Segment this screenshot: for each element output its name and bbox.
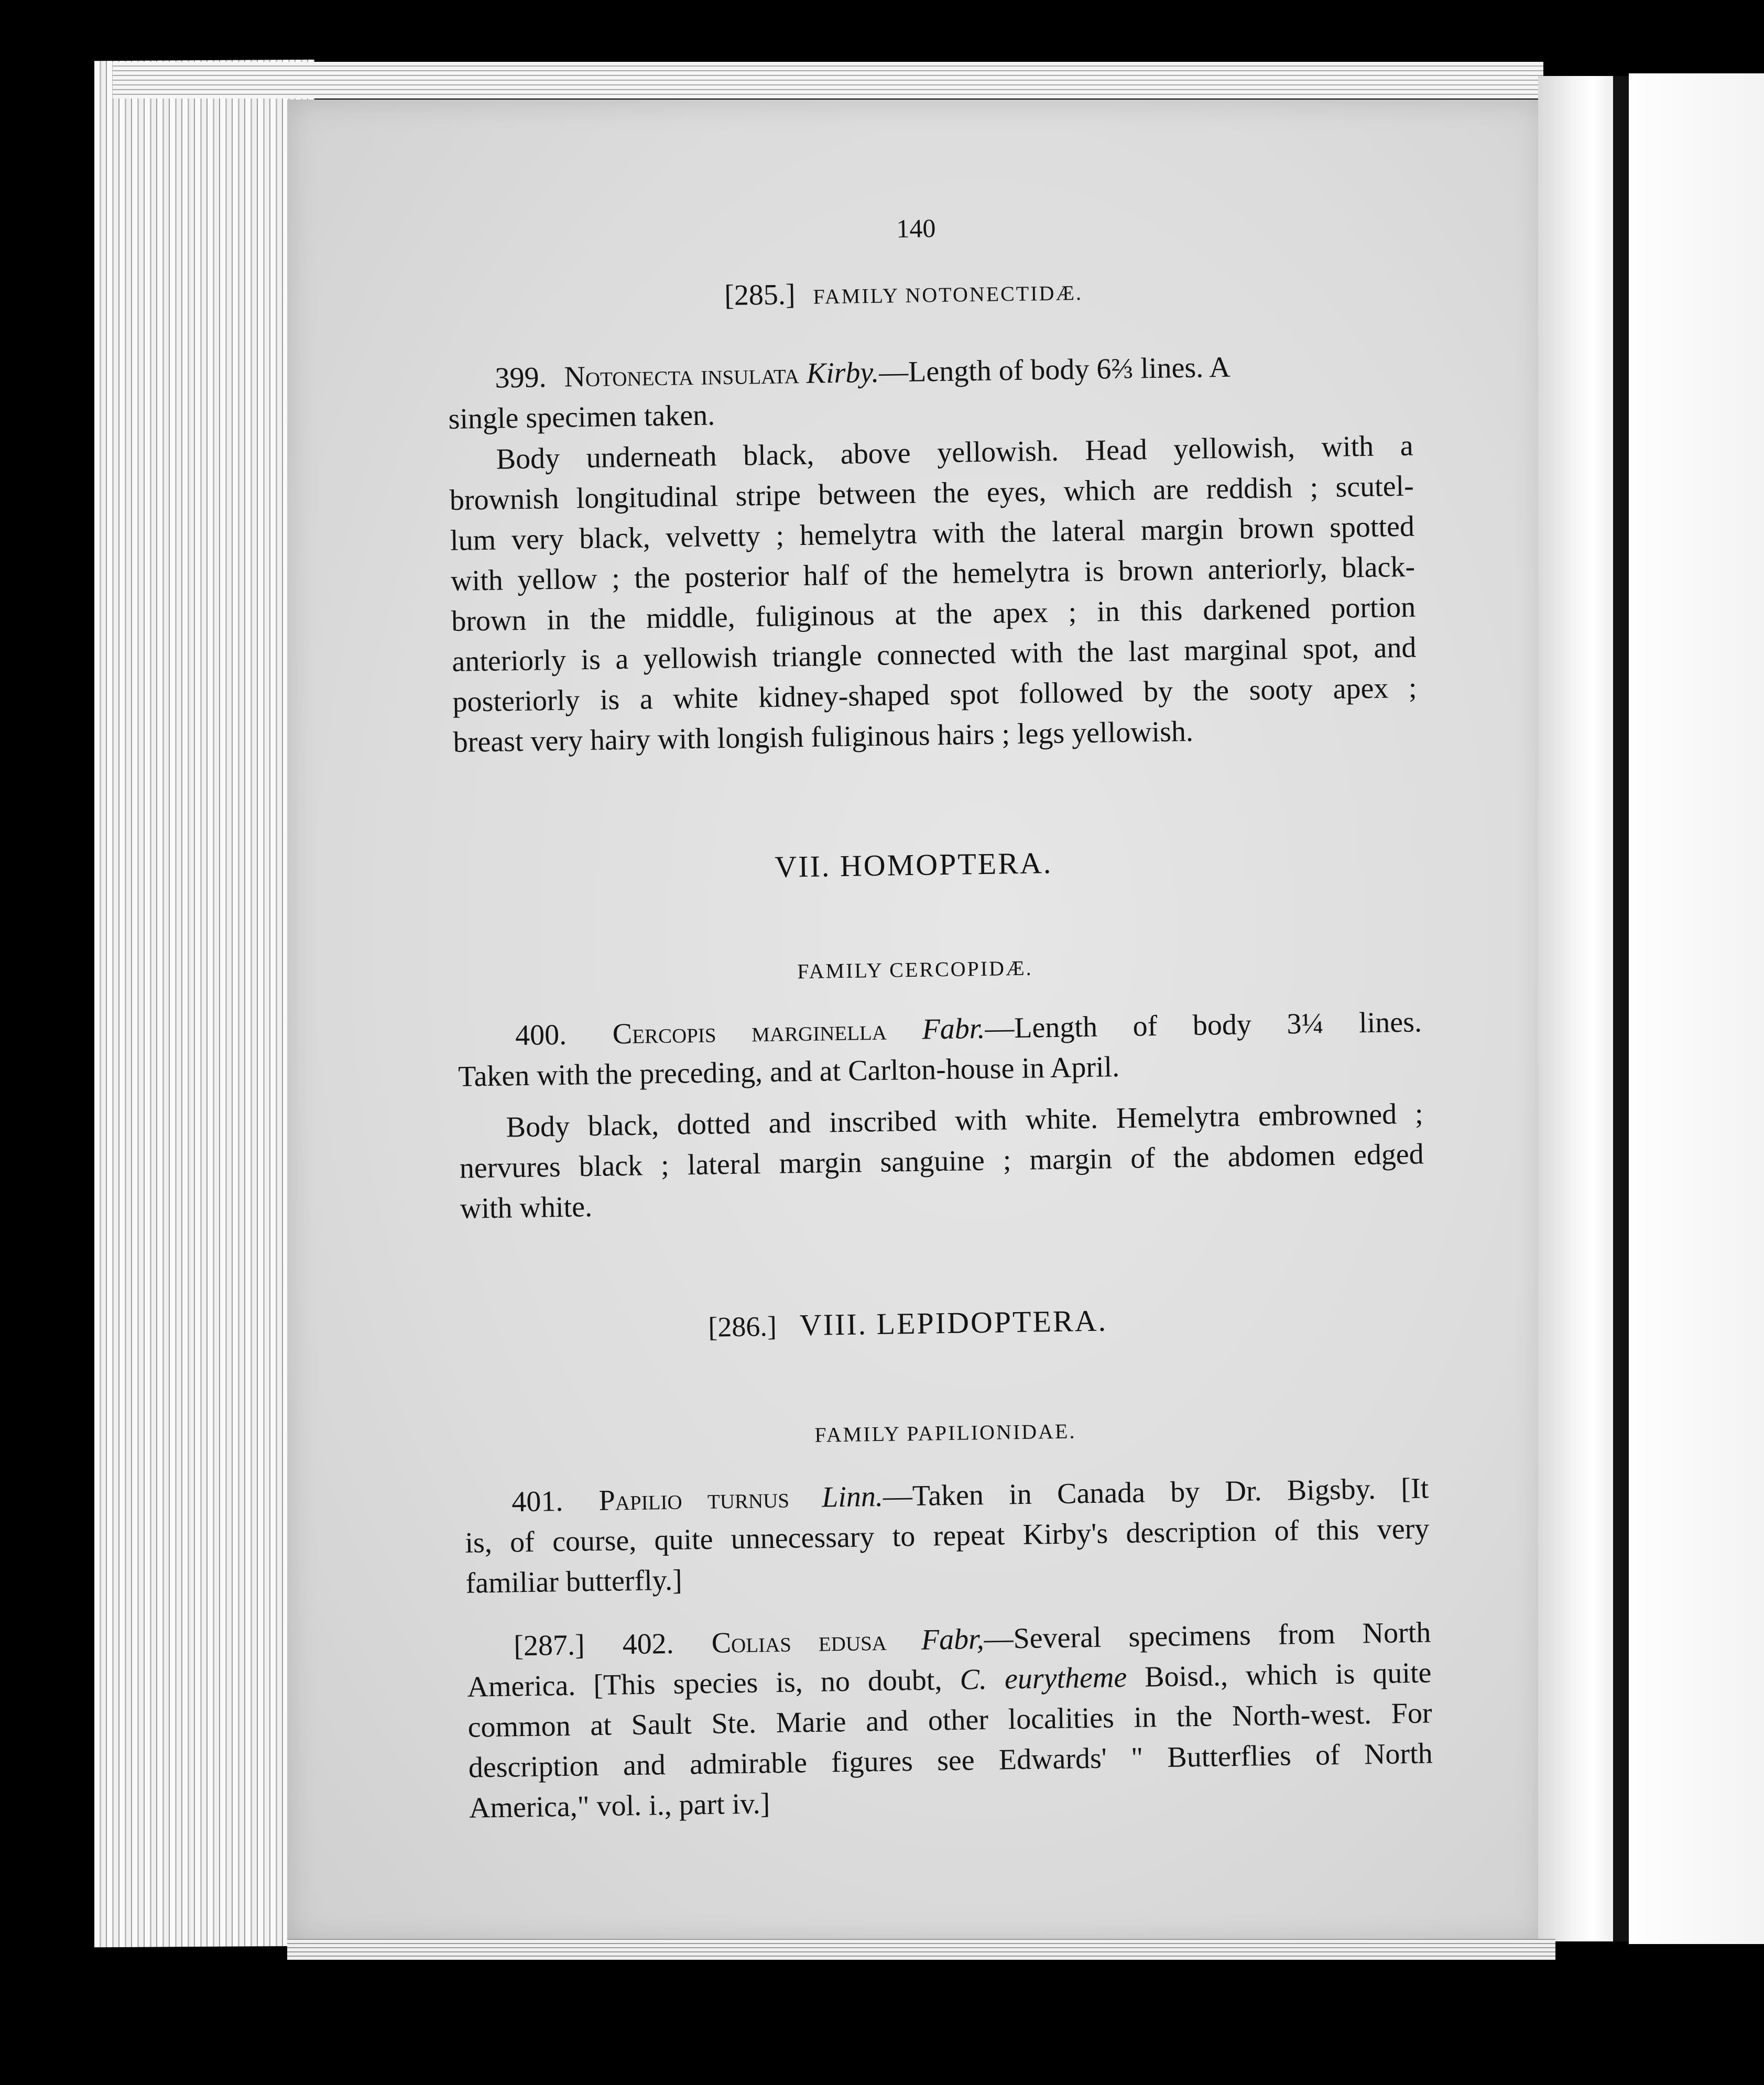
species-400-desc-1: Body black, dotted and inscribed with white. Hemelytra embrowned ;: [506, 1097, 1423, 1144]
order-heading-homoptera: VII. HOMOPTERA.: [774, 845, 1053, 884]
species-399-desc-6: anteriorly is a yellowish triangle connected with the last marginal spot, and: [452, 631, 1417, 678]
section-header-285: [285.] FAMILY NOTONECTIDÆ.: [724, 278, 1083, 312]
family-heading-papilionidae: FAMILY PAPILIONIDAE.: [814, 1419, 1076, 1447]
page-edges-top: [113, 62, 1543, 99]
species-399-desc-8: breast very hairy with longish fuliginous hairs ; legs yellowish.: [453, 715, 1194, 759]
species-401-line2: is, of course, quite unnecessary to repeat Kirby's description of this very: [464, 1512, 1430, 1559]
species-399-line2: single specimen taken.: [448, 399, 715, 435]
species-399-desc-1: Body underneath black, above yellowish. Head yellowish, with a: [496, 429, 1414, 476]
species-399-desc-7: posteriorly is a white kidney-shaped spot followed by the sooty apex ;: [452, 671, 1417, 718]
order-heading-lepidoptera: [286.] VIII. LEPIDOPTERA.: [707, 1303, 1108, 1343]
facing-page-edge: [1629, 73, 1764, 1944]
page-number: 140: [896, 213, 936, 244]
species-402-line2: America. [This species is, no doubt, C. eurytheme Boisd., which is quite: [467, 1656, 1432, 1704]
species-402-line3: common at Sault Ste. Marie and other localities in the North-west. For: [467, 1697, 1432, 1744]
species-399-desc-3: lum very black, velvetty ; hemelytra with the lateral margin brown spotted: [450, 510, 1415, 557]
species-399-desc-5: brown in the middle, fuliginous at the apex ; in this darkened portion: [451, 591, 1416, 638]
page-edges-left: [94, 60, 314, 1948]
species-402-line5: America," vol. i., part iv.]: [469, 1787, 770, 1825]
species-402-line1: [287.] 402. Colias edusa Fabr,—Several specimens from North: [513, 1616, 1431, 1663]
species-402-line4: description and admirable figures see Edwards' " Butterflies of North: [468, 1737, 1433, 1784]
family-heading-cercopidae: FAMILY CERCOPIDÆ.: [797, 956, 1033, 984]
species-399-desc-4: with yellow ; the posterior half of the hemelytra is brown anteriorly, black-: [450, 550, 1415, 597]
page-edges-bottom: [287, 1939, 1555, 1960]
species-399-desc-2: brownish longitudinal stripe between the eyes, which are reddish ; scutel-: [449, 470, 1414, 517]
book-gutter: [1538, 76, 1617, 1941]
species-401-line1: 401. Papilio turnus Linn.—Taken in Canada by Dr. Bigsby. [It: [511, 1472, 1429, 1519]
species-399-line1: 399. Notonecta insulata Kirby.—Length of body 6⅔ lines. A: [495, 351, 1231, 395]
gutter-shadow: [1613, 76, 1629, 1941]
species-400-line2: Taken with the preceding, and at Carlton-house in April.: [458, 1051, 1120, 1093]
species-400-line1: 400. Cercopis marginella Fabr.—Length of body 3¼ lines.: [515, 1006, 1422, 1052]
species-401-line3: familiar butterfly.]: [465, 1564, 683, 1600]
species-400-desc-2: nervures black ; lateral margin sanguine ; margin of the abdomen edged: [459, 1138, 1424, 1185]
species-400-desc-3: with white.: [460, 1191, 593, 1225]
